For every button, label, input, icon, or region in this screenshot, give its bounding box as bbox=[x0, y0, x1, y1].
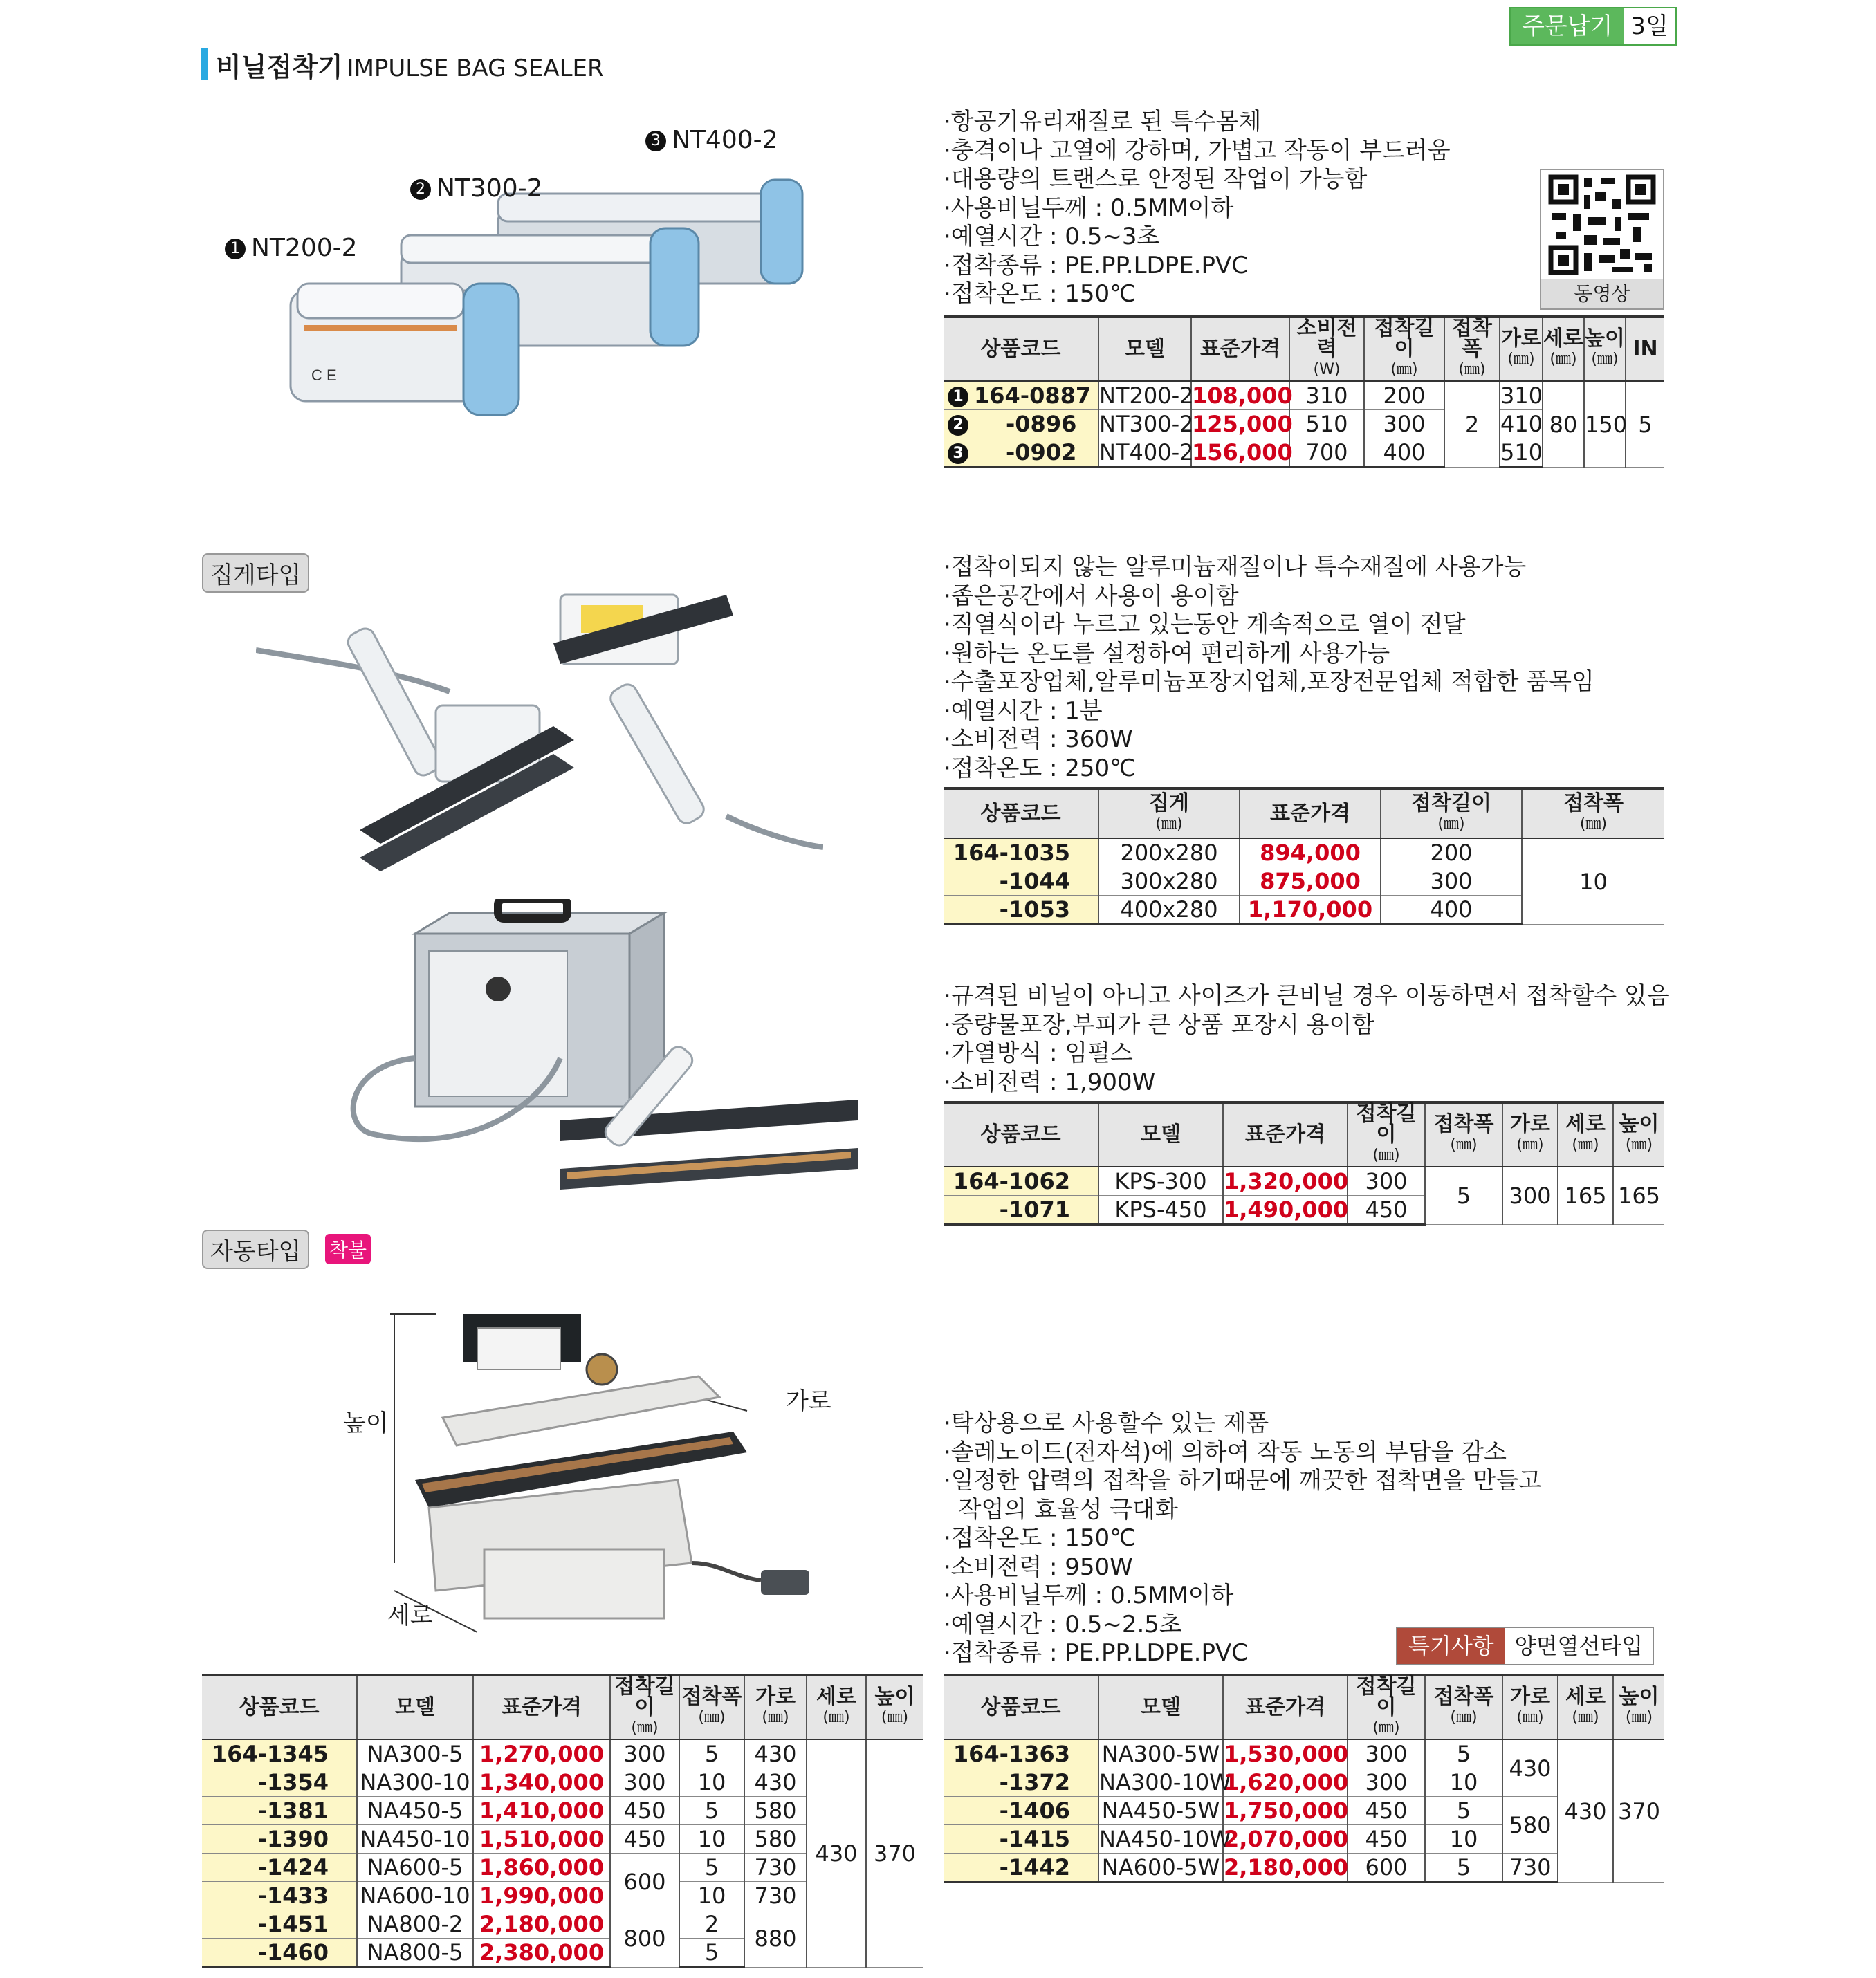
ce-mark-icon: C E bbox=[311, 367, 337, 384]
nt-feature-list bbox=[944, 108, 1451, 309]
width: 730 bbox=[1502, 1854, 1558, 1883]
col-header: 가로 (㎜) bbox=[1502, 1102, 1558, 1167]
seal-length: 300 bbox=[1381, 867, 1522, 896]
col-header: 가로 (㎜) bbox=[744, 1675, 807, 1739]
order-lead-time-badge bbox=[1509, 7, 1677, 46]
model: NA300-5W bbox=[1098, 1739, 1223, 1768]
width: 310 bbox=[1500, 382, 1543, 409]
col-header: 접착폭 (㎜) bbox=[1425, 1675, 1502, 1739]
seal-length: 300 bbox=[610, 1768, 679, 1797]
auto-type-tag: 자동타입 bbox=[202, 1230, 309, 1269]
col-header: 세로 (㎜) bbox=[807, 1675, 866, 1739]
seal-width: 5 bbox=[679, 1939, 744, 1968]
product-code: -1406 bbox=[944, 1797, 1098, 1825]
col-header: 세로 (㎜) bbox=[1558, 1675, 1613, 1739]
nt200-sealer-illustration bbox=[291, 284, 519, 415]
seal-length: 300 bbox=[1348, 1167, 1425, 1196]
feature-item: ·예열시간 : 0.5~2.5초 bbox=[944, 1610, 1182, 1638]
price: 1,340,000 bbox=[473, 1768, 610, 1797]
title-accent-bar bbox=[201, 48, 208, 80]
portable-sealer-product-image bbox=[332, 899, 858, 1224]
product-code: -1460 bbox=[202, 1939, 357, 1968]
width: 880 bbox=[744, 1910, 807, 1968]
product-code: -1451 bbox=[202, 1910, 357, 1939]
power: 310 bbox=[1289, 381, 1364, 410]
col-header: 높이 (㎜) bbox=[1613, 1675, 1664, 1739]
feature-item: ·접착온도 : 250℃ bbox=[944, 754, 1137, 782]
qr-code-icon bbox=[1543, 172, 1662, 278]
power: 510 bbox=[1289, 410, 1364, 438]
model: NT300-2 bbox=[1099, 411, 1194, 437]
price: 1,490,000 bbox=[1223, 1196, 1348, 1225]
col-header: 가로 (㎜) bbox=[1502, 1675, 1558, 1739]
product-code: -1433 bbox=[202, 1882, 357, 1910]
feature-item: ·가열방식 : 임펄스 bbox=[944, 1039, 1133, 1067]
seal-length: 400 bbox=[1364, 438, 1444, 468]
feature-item: ·접착온도 : 150℃ bbox=[944, 1524, 1137, 1552]
feature-item: ·예열시간 : 1분 bbox=[944, 696, 1103, 725]
model: NA450-5W bbox=[1098, 1797, 1223, 1825]
price: 108,000 bbox=[1192, 382, 1293, 409]
depth: 165 bbox=[1558, 1167, 1613, 1225]
col-header: 세로 (㎜) bbox=[1558, 1102, 1613, 1167]
col-header: 표준가격 bbox=[1223, 1102, 1348, 1167]
special-note-badge bbox=[1396, 1627, 1654, 1665]
col-header: 높이 (㎜) bbox=[866, 1675, 923, 1739]
model: NA450-10 bbox=[357, 1825, 473, 1854]
table-header-row bbox=[944, 1675, 1664, 1739]
table-row bbox=[944, 1854, 1664, 1883]
price: 1,990,000 bbox=[473, 1882, 610, 1910]
inner-qty: 5 bbox=[1626, 381, 1664, 468]
col-header: 상품코드 bbox=[202, 1675, 357, 1739]
model: NA600-5W bbox=[1098, 1854, 1223, 1883]
price: 1,410,000 bbox=[473, 1797, 610, 1825]
width: 300 bbox=[1502, 1167, 1558, 1225]
feature-item: 작업의 효율성 극대화 bbox=[944, 1495, 1178, 1524]
clamp-size: 400x280 bbox=[1098, 896, 1240, 925]
product-code: -1390 bbox=[202, 1825, 357, 1854]
price: 2,180,000 bbox=[473, 1910, 610, 1939]
seal-length: 200 bbox=[1381, 838, 1522, 867]
video-label: 동영상 bbox=[1541, 279, 1663, 308]
dim-label-depth: 세로 bbox=[387, 1602, 433, 1629]
price: 1,860,000 bbox=[473, 1854, 610, 1882]
seal-length: 450 bbox=[1348, 1196, 1425, 1225]
clamp-feature-list bbox=[944, 553, 1594, 783]
price: 1,530,000 bbox=[1224, 1741, 1349, 1767]
price: 1,620,000 bbox=[1224, 1769, 1349, 1795]
product-code: -1442 bbox=[944, 1854, 1098, 1883]
table-row bbox=[944, 1167, 1664, 1196]
model: NA450-5 bbox=[357, 1797, 473, 1825]
product-code: -1053 bbox=[944, 896, 1098, 925]
col-header: 표준가격 bbox=[473, 1675, 610, 1739]
clamp-size: 300x280 bbox=[1098, 867, 1240, 896]
col-header: 높이 (㎜) bbox=[1613, 1102, 1664, 1167]
seal-width: 5 bbox=[1425, 1739, 1502, 1768]
seal-length: 450 bbox=[1348, 1797, 1425, 1825]
video-qr-code[interactable] bbox=[1540, 169, 1664, 310]
dim-label-height: 높이 bbox=[343, 1409, 389, 1437]
col-header: 접착길이 (㎜) bbox=[1381, 788, 1522, 838]
feature-item: ·중량물포장,부피가 큰 상품 포장시 용이함 bbox=[944, 1010, 1375, 1039]
seal-length: 400 bbox=[1381, 896, 1522, 925]
feature-item: ·접착온도 : 150℃ bbox=[944, 280, 1137, 308]
seal-length: 800 bbox=[610, 1910, 679, 1968]
table-header-row bbox=[944, 1102, 1664, 1167]
seal-width: 10 bbox=[1425, 1825, 1502, 1854]
nt-spec-table bbox=[944, 315, 1664, 468]
order-label: 주문납기 bbox=[1511, 8, 1624, 44]
price: 1,320,000 bbox=[1224, 1168, 1349, 1194]
auto-spec-table-left bbox=[202, 1674, 923, 1968]
model: NA600-5 bbox=[357, 1854, 473, 1882]
col-header: 상품코드 bbox=[944, 788, 1098, 838]
title-korean: 비닐접착기 bbox=[216, 52, 343, 82]
width: 580 bbox=[1502, 1797, 1558, 1854]
col-header: 모델 bbox=[357, 1675, 473, 1739]
seal-width: 5 bbox=[679, 1854, 744, 1882]
seal-width: 10 bbox=[1425, 1768, 1502, 1797]
callout-nt400 bbox=[645, 126, 778, 154]
callout-nt300 bbox=[410, 174, 543, 203]
model: NA300-5 bbox=[357, 1739, 473, 1768]
feature-item: ·규격된 비닐이 아니고 사이즈가 큰비닐 경우 이동하면서 접착할수 있음 bbox=[944, 982, 1670, 1010]
depth: 430 bbox=[807, 1739, 866, 1968]
seal-width: 5 bbox=[679, 1739, 744, 1768]
col-header: 접착폭 (㎜) bbox=[1444, 317, 1500, 381]
table-row bbox=[202, 1739, 923, 1768]
col-header: 모델 bbox=[1098, 1102, 1223, 1167]
col-header: 표준가격 bbox=[1223, 1675, 1348, 1739]
price: 1,270,000 bbox=[473, 1739, 610, 1768]
title-english: IMPULSE BAG SEALER bbox=[347, 55, 604, 82]
feature-item: ·항공기유리재질로 된 특수몸체 bbox=[944, 108, 1262, 136]
width: 580 bbox=[744, 1797, 807, 1825]
seal-length: 300 bbox=[610, 1739, 679, 1768]
model: NA300-10 bbox=[357, 1768, 473, 1797]
feature-item: ·사용비닐두께 : 0.5MM이하 bbox=[944, 194, 1234, 222]
price: 125,000 bbox=[1192, 411, 1293, 437]
portable-feature-list bbox=[944, 982, 1670, 1097]
dim-label-width: 가로 bbox=[786, 1387, 831, 1415]
price: 2,180,000 bbox=[1223, 1854, 1348, 1883]
seal-length: 200 bbox=[1364, 381, 1444, 410]
depth: 80 bbox=[1543, 381, 1584, 468]
auto-sealer-product-image bbox=[374, 1300, 816, 1646]
table-row bbox=[944, 381, 1664, 410]
table-row bbox=[944, 1797, 1664, 1825]
product-code: 2 -0896 bbox=[944, 410, 1098, 438]
model: KPS-450 bbox=[1098, 1196, 1223, 1225]
product-code: 164-1035 bbox=[944, 838, 1098, 867]
col-header: 접착길이 (㎜) bbox=[610, 1675, 679, 1739]
col-header: 접착폭 (㎜) bbox=[1522, 788, 1664, 838]
col-header: 소비전력 (W) bbox=[1289, 317, 1364, 381]
feature-item: ·충격이나 고열에 강하며, 가볍고 작동이 부드러움 bbox=[944, 136, 1451, 165]
col-header: 가로 (㎜) bbox=[1500, 317, 1543, 381]
price: 2,070,000 bbox=[1224, 1826, 1349, 1852]
product-code: 3 -0902 bbox=[944, 438, 1098, 468]
product-code: 164-1345 bbox=[202, 1739, 357, 1768]
seal-length: 450 bbox=[610, 1825, 679, 1854]
col-header: 모델 bbox=[1098, 1675, 1223, 1739]
width: 410 bbox=[1500, 411, 1543, 437]
product-code: 164-1062 bbox=[944, 1167, 1098, 1196]
model: NT200-2 bbox=[1099, 382, 1194, 409]
seal-length: 300 bbox=[1364, 410, 1444, 438]
seal-width: 10 bbox=[679, 1768, 744, 1797]
model: NA300-10W bbox=[1099, 1769, 1231, 1795]
price: 894,000 bbox=[1240, 838, 1381, 867]
clamp-type-tag: 집게타입 bbox=[202, 553, 309, 593]
feature-item: ·사용비닐두께 : 0.5MM이하 bbox=[944, 1582, 1234, 1609]
price: 875,000 bbox=[1240, 867, 1381, 896]
product-code: -1372 bbox=[944, 1768, 1098, 1797]
feature-item: ·좁은공간에서 사용이 용이함 bbox=[944, 582, 1239, 610]
seal-length: 450 bbox=[1348, 1825, 1425, 1854]
model: NA600-10 bbox=[357, 1882, 473, 1910]
table-row bbox=[944, 838, 1664, 867]
feature-item: ·예열시간 : 0.5~3초 bbox=[944, 223, 1160, 250]
col-header: 접착길이 (㎜) bbox=[1348, 1102, 1425, 1167]
table-row bbox=[944, 1739, 1664, 1768]
order-value: 3일 bbox=[1624, 8, 1675, 44]
feature-item: ·소비전력 : 360W bbox=[944, 725, 1133, 753]
table-header-row bbox=[944, 317, 1664, 381]
col-header: 상품코드 bbox=[944, 1102, 1098, 1167]
product-code: -1071 bbox=[944, 1196, 1098, 1225]
seal-width: 10 bbox=[679, 1882, 744, 1910]
col-header: 높이 (㎜) bbox=[1584, 317, 1626, 381]
callout-number: 3 bbox=[645, 131, 666, 151]
clamp-spec-table bbox=[944, 787, 1664, 925]
height: 150 bbox=[1584, 381, 1626, 468]
portable-spec-table bbox=[944, 1101, 1664, 1226]
col-header: 접착폭 (㎜) bbox=[1425, 1102, 1502, 1167]
width: 730 bbox=[744, 1882, 807, 1910]
width: 730 bbox=[744, 1854, 807, 1882]
col-header: 모델 bbox=[1098, 317, 1191, 381]
feature-item: ·접착이되지 않는 알루미늄재질이나 특수재질에 사용가능 bbox=[944, 553, 1527, 581]
height: 165 bbox=[1613, 1167, 1664, 1225]
col-header: 세로 (㎜) bbox=[1543, 317, 1584, 381]
model: NA800-2 bbox=[357, 1910, 473, 1939]
height: 370 bbox=[866, 1739, 923, 1968]
power: 700 bbox=[1289, 438, 1364, 468]
seal-width: 10 bbox=[1522, 838, 1664, 925]
table-header-row bbox=[202, 1675, 923, 1739]
feature-item: ·원하는 온도를 설정하여 편리하게 사용가능 bbox=[944, 639, 1390, 667]
special-note-label: 특기사항 bbox=[1397, 1628, 1505, 1664]
clamp-size: 200x280 bbox=[1098, 838, 1240, 867]
product-code: -1424 bbox=[202, 1854, 357, 1882]
product-code: 1 164-0887 bbox=[944, 381, 1098, 410]
feature-item: ·수출포장업체,알루미늄포장지업체,포장전문업체 적합한 품목임 bbox=[944, 668, 1594, 696]
height: 370 bbox=[1613, 1739, 1664, 1883]
width: 430 bbox=[744, 1739, 807, 1768]
callout-label: NT300-2 bbox=[436, 174, 543, 203]
seal-length: 300 bbox=[1348, 1739, 1425, 1768]
col-header: IN bbox=[1626, 317, 1664, 381]
cod-shipping-badge: 착불 bbox=[325, 1234, 371, 1264]
col-header: 접착폭 (㎜) bbox=[679, 1675, 744, 1739]
model: NT400-2 bbox=[1098, 438, 1191, 468]
seal-length: 300 bbox=[1348, 1768, 1425, 1797]
seal-width: 2 bbox=[679, 1910, 744, 1939]
col-header: 상품코드 bbox=[944, 1675, 1098, 1739]
table-header-row bbox=[944, 788, 1664, 838]
price: 156,000 bbox=[1191, 438, 1289, 468]
model: NA450-10W bbox=[1099, 1826, 1231, 1852]
feature-item: ·대용량의 트랜스로 안정된 작업이 가능함 bbox=[944, 165, 1368, 193]
seal-length: 600 bbox=[610, 1854, 679, 1910]
auto-spec-table-right bbox=[944, 1674, 1664, 1883]
seal-width: 2 bbox=[1444, 381, 1500, 468]
product-code: 164-1363 bbox=[944, 1739, 1098, 1768]
product-code: -1354 bbox=[202, 1768, 357, 1797]
callout-number: 2 bbox=[410, 179, 431, 200]
col-header: 접착길이 (㎜) bbox=[1348, 1675, 1425, 1739]
col-header: 상품코드 bbox=[944, 317, 1098, 381]
callout-label: NT400-2 bbox=[672, 126, 778, 154]
callout-label: NT200-2 bbox=[251, 234, 358, 262]
width: 430 bbox=[1502, 1739, 1558, 1797]
col-header: 표준가격 bbox=[1191, 317, 1289, 381]
price: 2,380,000 bbox=[473, 1939, 610, 1968]
depth: 430 bbox=[1558, 1739, 1613, 1883]
price: 1,170,000 bbox=[1240, 896, 1381, 925]
seal-length: 450 bbox=[610, 1797, 679, 1825]
feature-item: ·솔레노이드(전자석)에 의하여 작동 노동의 부담을 감소 bbox=[944, 1438, 1507, 1466]
feature-item: ·접착종류 : PE.PP.LDPE.PVC bbox=[944, 1639, 1248, 1667]
width: 430 bbox=[744, 1768, 807, 1797]
feature-item: ·탁상용으로 사용할수 있는 제품 bbox=[944, 1409, 1269, 1437]
product-code: -1381 bbox=[202, 1797, 357, 1825]
feature-item: ·직열식이라 누르고 있는동안 계속적으로 열이 전달 bbox=[944, 611, 1466, 638]
feature-item: ·소비전력 : 1,900W bbox=[944, 1068, 1156, 1096]
feature-item: ·일정한 압력의 접착을 하기때문에 깨끗한 접착면을 만들고 bbox=[944, 1467, 1541, 1495]
feature-item: ·소비전력 : 950W bbox=[944, 1553, 1133, 1581]
seal-length: 600 bbox=[1348, 1854, 1425, 1883]
seal-width: 5 bbox=[1425, 1167, 1502, 1225]
clamp-sealer-product-image bbox=[256, 567, 823, 871]
feature-item: ·접착종류 : PE.PP.LDPE.PVC bbox=[944, 251, 1248, 279]
callout-nt200 bbox=[225, 234, 358, 262]
price: 1,750,000 bbox=[1224, 1797, 1349, 1824]
model: NA800-5 bbox=[357, 1939, 473, 1968]
page-title bbox=[216, 46, 604, 84]
col-header: 집게 (㎜) bbox=[1098, 788, 1240, 838]
special-note-value: 양면열선타입 bbox=[1505, 1628, 1653, 1664]
width: 580 bbox=[744, 1825, 807, 1854]
col-header: 접착길이 (㎜) bbox=[1364, 317, 1444, 381]
product-code: -1044 bbox=[944, 867, 1098, 896]
seal-width: 5 bbox=[1425, 1797, 1502, 1825]
model: KPS-300 bbox=[1098, 1167, 1223, 1196]
product-code: -1415 bbox=[944, 1825, 1098, 1854]
price: 1,510,000 bbox=[473, 1825, 610, 1854]
seal-width: 5 bbox=[1425, 1854, 1502, 1883]
seal-width: 10 bbox=[679, 1825, 744, 1854]
callout-number: 1 bbox=[225, 239, 246, 259]
col-header: 표준가격 bbox=[1240, 788, 1381, 838]
width: 510 bbox=[1500, 438, 1543, 468]
seal-width: 5 bbox=[679, 1797, 744, 1825]
